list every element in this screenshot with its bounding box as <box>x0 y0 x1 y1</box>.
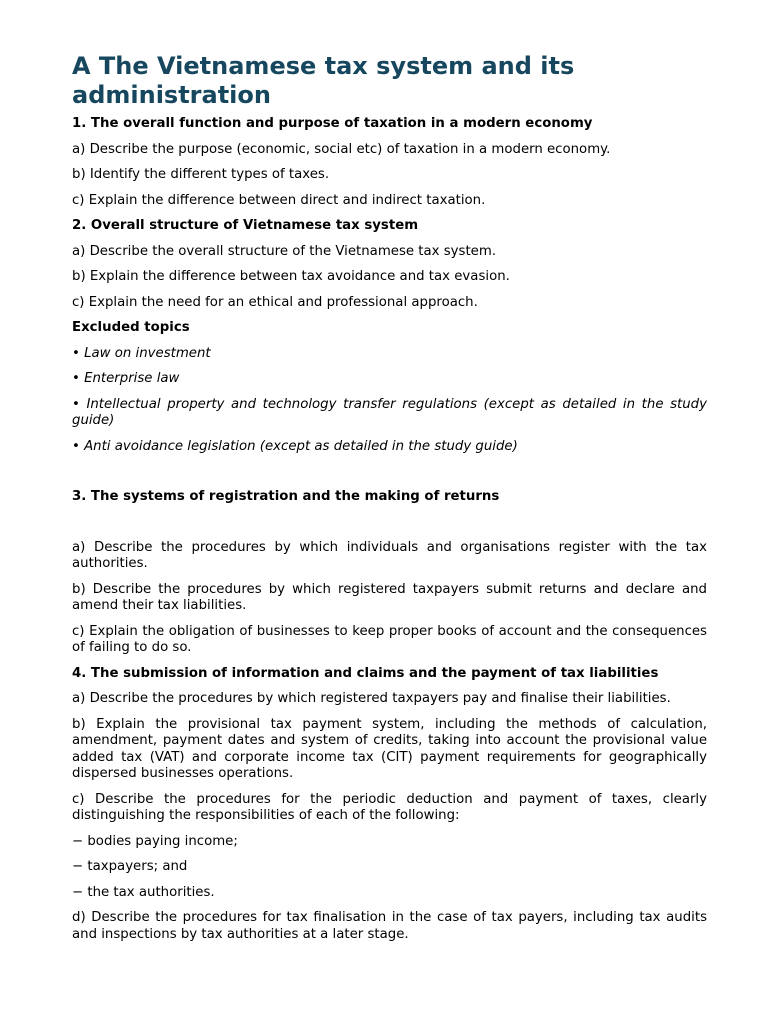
excluded-topics-heading: Excluded topics <box>72 320 190 335</box>
section-4-heading: 4. The submission of information and claims and the payment of tax liabilities <box>72 665 659 681</box>
section-1-item-c: c) Explain the difference between direct and indirect taxation. <box>72 192 486 208</box>
section-2-item-a: a) Describe the overall structure of the Vietnamese tax system. <box>72 243 497 259</box>
section-3-item-c: c) Explain the obligation of businesses to keep proper books of account and the consequences of failing to do so. <box>72 623 707 655</box>
excluded-topic-item: • Enterprise law <box>72 371 180 386</box>
section-4-dash-item: − bodies paying income; <box>72 833 238 849</box>
section-4-item-c: c) Describe the procedures for the periodic deduction and payment of taxes, clearly distinguishing the responsibilities of each of the following: <box>72 791 707 823</box>
section-3-item-a: a) Describe the procedures by which individuals and organisations register with the tax authorities. <box>72 539 707 571</box>
spacer <box>72 464 707 489</box>
section-3-heading: 3. The systems of registration and the making of returns <box>72 489 500 504</box>
section-4-item-d: d) Describe the procedures for tax finalisation in the case of tax payers, including tax audits and inspections by tax authorities at a later stage. <box>72 910 707 942</box>
spacer <box>72 515 707 540</box>
section-4-dash-item: − the tax authorities. <box>72 884 215 900</box>
section-4-item-b: b) Explain the provisional tax payment system, including the methods of calculation, amendment, payment dates and system of credits, taking into account the provisional value added tax (VAT) and corporate income tax (CIT) payment requirements for geographically dispersed businesses operations. <box>72 716 707 781</box>
section-1-heading: 1. The overall function and purpose of taxation in a modern economy <box>72 116 593 131</box>
excluded-topic-item: • Law on investment <box>72 345 211 361</box>
section-2-item-c: c) Explain the need for an ethical and professional approach. <box>72 294 478 310</box>
excluded-topic-item: • Anti avoidance legislation (except as detailed in the study guide) <box>72 438 518 454</box>
excluded-topic-item: • Intellectual property and technology transfer regulations (except as detailed in the study guide) <box>72 396 707 428</box>
section-2-heading: 2. Overall structure of Vietnamese tax system <box>72 218 419 233</box>
section-3-item-b: b) Describe the procedures by which registered taxpayers submit returns and declare and amend their tax liabilities. <box>72 581 707 613</box>
section-2-item-b: b) Explain the difference between tax avoidance and tax evasion. <box>72 269 510 284</box>
section-1-item-a: a) Describe the purpose (economic, social etc) of taxation in a modern economy. <box>72 141 611 157</box>
page-title: A The Vietnamese tax system and its administration <box>72 52 575 109</box>
section-4-dash-item: − taxpayers; and <box>72 859 188 874</box>
section-4-item-a: a) Describe the procedures by which registered taxpayers pay and finalise their liabilities. <box>72 691 671 706</box>
section-1-item-b: b) Identify the different types of taxes. <box>72 167 330 182</box>
